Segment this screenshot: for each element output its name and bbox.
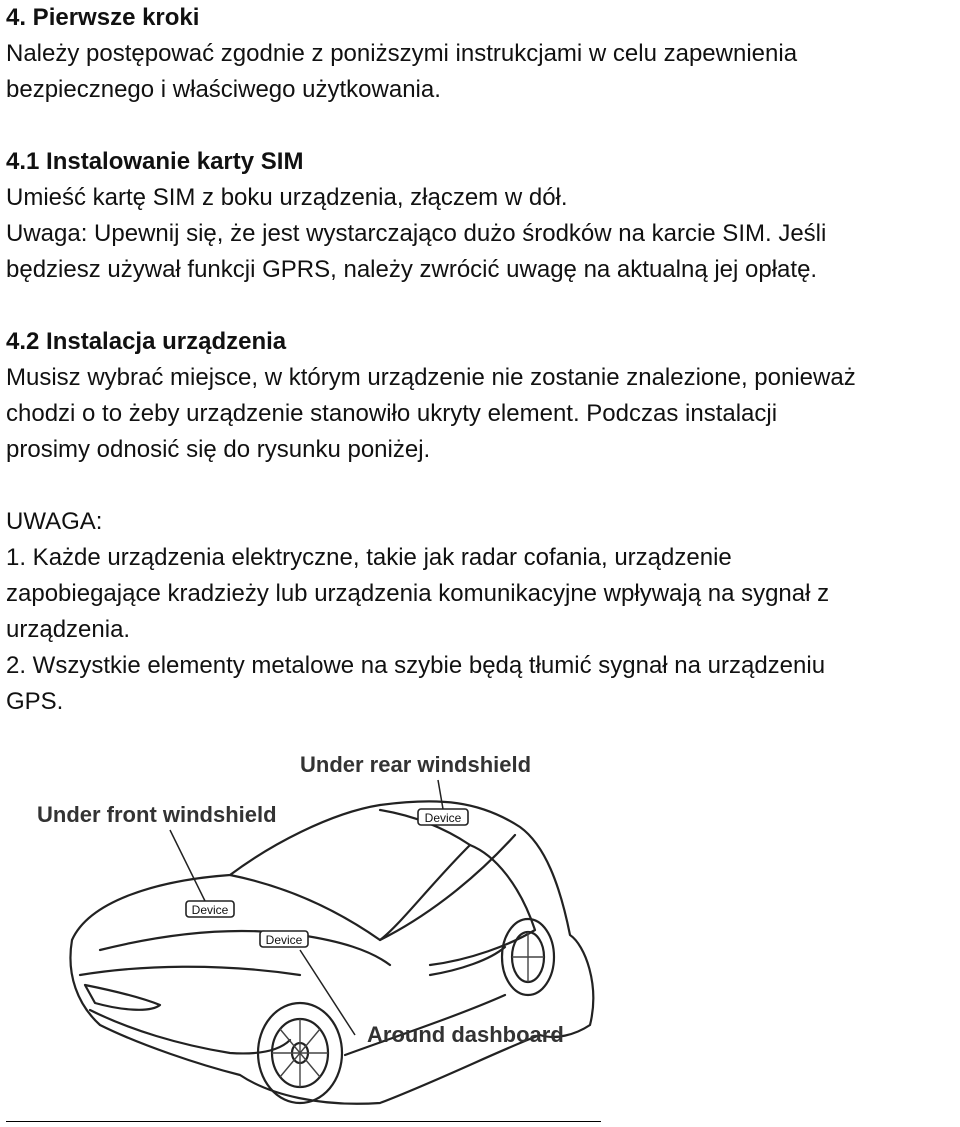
device-rear-label: Device (424, 811, 462, 825)
warning-line-2: zapobiegające kradzieży lub urządzenia komunikacyjne wpływają na sygnał z (6, 580, 830, 607)
warning-heading: UWAGA: (6, 508, 103, 535)
section-4-2-line-3: prosimy odnosić się do rysunku poniżej. (6, 436, 431, 463)
windshield-outline (230, 810, 470, 940)
section-4-1-heading: 4.1 Instalowanie karty SIM (6, 148, 304, 175)
wheel-spokes (272, 932, 544, 1087)
side-window (430, 845, 535, 965)
section-4-intro-line-1: Należy postępować zgodnie z poniższymi instrukcjami w celu zapewnienia (6, 40, 798, 67)
device-dash-box (260, 931, 308, 947)
section-4-2-line-1: Musisz wybrać miejsce, w którym urządzenie nie zostanie znalezione, ponieważ (6, 364, 856, 391)
device-rear-box (418, 809, 468, 825)
section-4-heading: 4. Pierwsze kroki (6, 4, 200, 31)
label-around-dashboard: Around dashboard (367, 1022, 564, 1047)
label-rear-windshield: Under rear windshield (300, 752, 532, 777)
device-front-box (186, 901, 234, 917)
roof-line (380, 835, 515, 940)
section-4-intro-line-2: bezpiecznego i właściwego użytkowania. (6, 76, 441, 103)
document-body (6, 0, 956, 720)
section-4-1-line-2: Uwaga: Upewnij się, że jest wystarczająco dużo środków na karcie SIM. Jeśli (6, 220, 827, 247)
warning-line-4: 2. Wszystkie elementy metalowe na szybie będą tłumić sygnał na urządzeniu (6, 652, 826, 679)
footnote-separator (6, 1121, 601, 1122)
hood-line (80, 967, 300, 975)
side-intake (430, 947, 505, 975)
warning-line-3: urządzenia. (6, 616, 131, 643)
section-4-1-line-3: będziesz używał funkcji GPRS, należy zwrócić uwagę na aktualną jej opłatę. (6, 256, 818, 283)
section-4-2-line-2: chodzi o to żeby urządzenie stanowiło ukryty element. Podczas instalacji (6, 400, 778, 427)
label-front-windshield: Under front windshield (37, 802, 277, 827)
section-4-1-line-1: Umieść kartę SIM z boku urządzenia, złączem w dół. (6, 184, 568, 211)
device-front-label: Device (191, 903, 229, 917)
car-installation-figure (0, 735, 960, 1110)
front-grille (90, 1010, 290, 1053)
hood-crease (100, 931, 390, 965)
car-body-outline (70, 801, 593, 1103)
warning-line-5: GPS. (6, 688, 64, 715)
car-illustration (0, 735, 960, 1110)
warning-line-1: 1. Każde urządzenia elektryczne, takie jak radar cofania, urządzenie (6, 544, 732, 571)
section-4-2-heading: 4.2 Instalacja urządzenia (6, 328, 287, 355)
device-dash-label: Device (265, 933, 303, 947)
headlight (85, 985, 160, 1010)
